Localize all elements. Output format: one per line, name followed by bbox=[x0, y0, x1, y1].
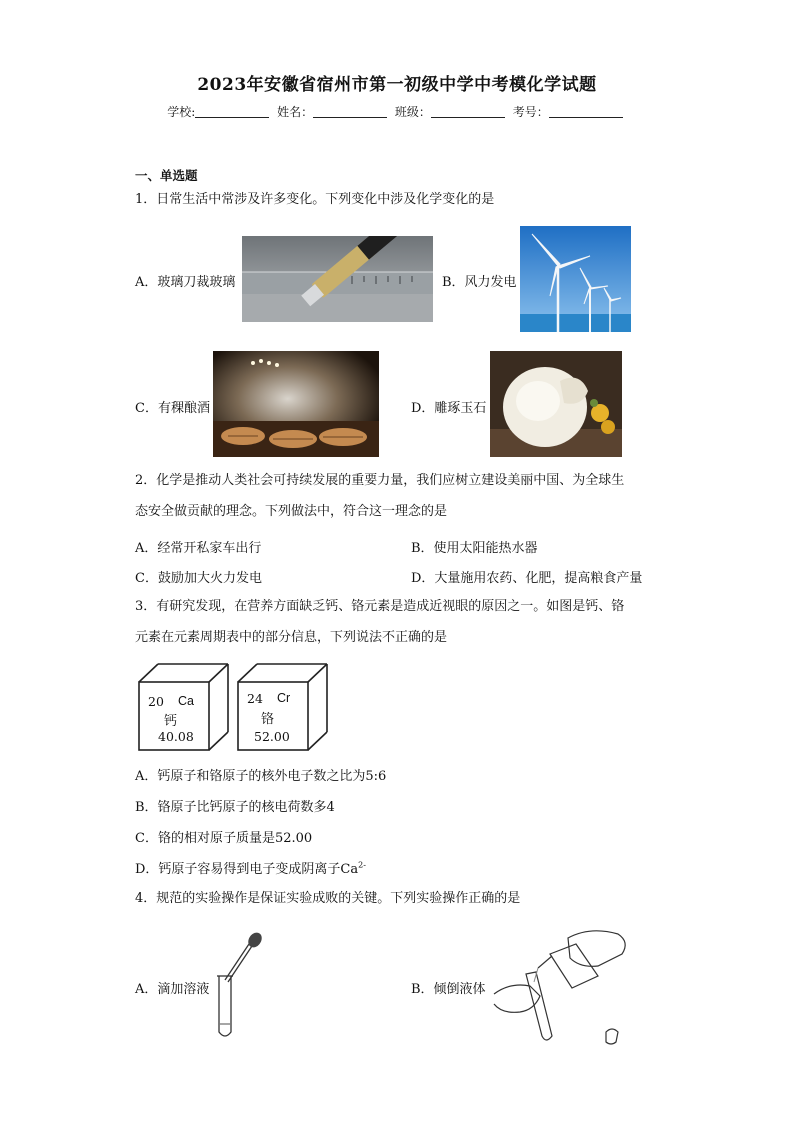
class-label: 班级： bbox=[394, 105, 431, 119]
q2-option-a[interactable]: A．经常开私家车出行 bbox=[135, 541, 262, 556]
chromium-symbol: Cr bbox=[277, 691, 291, 705]
page-title: 2023年安徽省宿州市第一初级中学中考模化学试题 bbox=[197, 75, 597, 95]
q3-option-b[interactable]: B．铬原子比钙原子的核电荷数多4 bbox=[135, 800, 335, 815]
brewing-image bbox=[213, 351, 379, 457]
q1-option-b[interactable]: B．风力发电 bbox=[442, 275, 517, 290]
exam-number-blank[interactable] bbox=[549, 105, 623, 118]
brewing-icon bbox=[213, 351, 379, 457]
glass-cutter-icon bbox=[242, 236, 433, 322]
calcium-mass: 40.08 bbox=[158, 729, 194, 744]
school-blank[interactable] bbox=[195, 105, 269, 118]
q3-option-d-superscript: 2- bbox=[358, 860, 366, 870]
q3-option-a[interactable]: A．钙原子和铬原子的核外电子数之比为5:6 bbox=[135, 769, 387, 784]
calcium-symbol: Ca bbox=[178, 694, 194, 708]
question-3-stem-line2: 元素在元素周期表中的部分信息，下列说法不正确的是 bbox=[135, 630, 448, 645]
wind-turbine-icon bbox=[520, 226, 631, 332]
q2-option-c[interactable]: C．鼓励加大火力发电 bbox=[135, 571, 262, 586]
q1-option-a[interactable]: A．玻璃刀裁玻璃 bbox=[135, 275, 236, 290]
q2-option-d[interactable]: D．大量施用农药、化肥，提高粮食产量 bbox=[411, 571, 643, 586]
pouring-liquid-icon bbox=[490, 924, 638, 1048]
exam-number-label: 考号： bbox=[512, 105, 549, 119]
chromium-mass: 52.00 bbox=[254, 729, 290, 744]
question-2-stem-line1: 2．化学是推动人类社会可持续发展的重要力量，我们应树立建设美丽中国、为全球生 bbox=[135, 473, 625, 488]
dropper-icon bbox=[205, 930, 267, 1042]
pouring-liquid-image bbox=[490, 924, 638, 1048]
section-heading: 一、单选题 bbox=[135, 168, 198, 183]
wind-turbine-image bbox=[520, 226, 631, 332]
question-2-stem-line2: 态安全做贡献的理念。下列做法中，符合这一理念的是 bbox=[135, 504, 448, 519]
q3-option-d[interactable] bbox=[135, 858, 366, 877]
question-1-stem: 1．日常生活中常涉及许多变化。下列变化中涉及化学变化的是 bbox=[135, 192, 495, 207]
student-info-row bbox=[0, 103, 794, 120]
glass-cutter-image bbox=[242, 236, 433, 322]
chromium-name: 铬 bbox=[261, 712, 275, 727]
element-card-calcium bbox=[138, 662, 230, 752]
q1-option-d[interactable]: D．雕琢玉石 bbox=[411, 401, 487, 416]
calcium-name: 钙 bbox=[164, 714, 178, 729]
jade-carving-image bbox=[490, 351, 622, 457]
name-label: 姓名： bbox=[277, 105, 314, 119]
class-blank[interactable] bbox=[431, 105, 505, 118]
school-label: 学校: bbox=[167, 105, 196, 119]
jade-carving-icon bbox=[490, 351, 622, 457]
q2-option-b[interactable]: B．使用太阳能热水器 bbox=[411, 541, 538, 556]
q3-option-c[interactable]: C．铬的相对原子质量是52.00 bbox=[135, 831, 313, 846]
chromium-number: 24 bbox=[247, 691, 263, 706]
question-3-stem-line1: 3．有研究发现，在营养方面缺乏钙、铬元素是造成近视眼的原因之一。如图是钙、铬 bbox=[135, 599, 625, 614]
q4-option-b[interactable]: B．倾倒液体 bbox=[411, 982, 486, 997]
q3-option-d-text: D．钙原子容易得到电子变成阴离子Ca bbox=[135, 862, 359, 877]
element-card-chromium bbox=[237, 662, 329, 752]
calcium-number: 20 bbox=[148, 694, 164, 709]
dropper-test-tube-image bbox=[205, 930, 267, 1042]
q1-option-c[interactable]: C．有稞酿酒 bbox=[135, 401, 210, 416]
question-4-stem: 4．规范的实验操作是保证实验成败的关键。下列实验操作正确的是 bbox=[135, 891, 521, 906]
name-blank[interactable] bbox=[313, 105, 387, 118]
q4-option-a[interactable]: A．滴加溶液 bbox=[135, 982, 210, 997]
